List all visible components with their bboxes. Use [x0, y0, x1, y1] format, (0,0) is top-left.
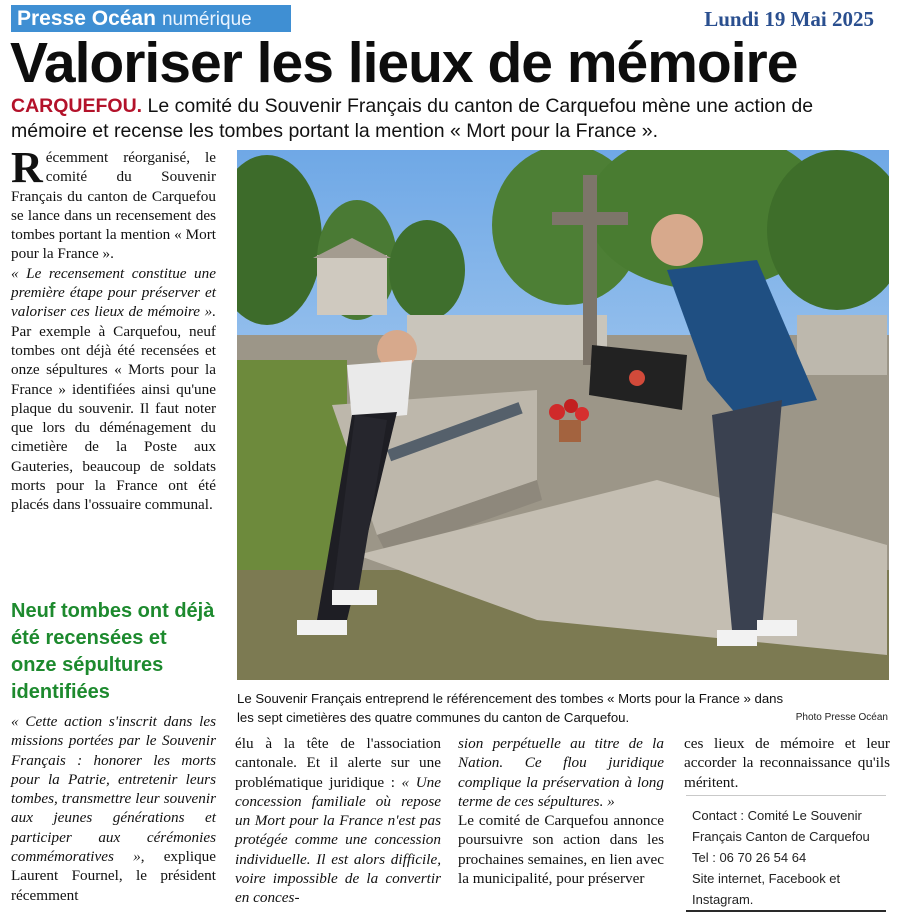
col2-text: élu à la tête de l'association cantonale. Et il alerte sur une problématique juridique : — [235, 735, 441, 791]
drop-cap: R — [11, 143, 43, 192]
cemetery-photo-illustration — [237, 150, 889, 680]
contact-phone: Tel : 06 70 26 54 64 — [692, 850, 807, 865]
lead-place: CARQUEFOU. — [11, 95, 143, 117]
photo-caption: Le Souvenir Français entreprend le référencement des tombes « Morts pour la France » dans les sept cimetières des quatre communes du canton de Carquefou. — [237, 691, 784, 725]
article-headline: Valoriser les lieux de mémoire — [10, 31, 798, 95]
col1b-quote: « Cette action s'inscrit dans les missions portées par le Souvenir Français : honorer les morts pour la Patrie, entretenir leurs tombes, transmettre leur souvenir aux jeunes générations et participer aux cérémonies commémoratives » — [11, 713, 216, 866]
col3-quote: sion perpétuelle au titre de la Nation. Ce flou juridique complique la préservation à long terme de ces sépultures. » — [458, 735, 664, 810]
article-column-4 — [684, 734, 890, 792]
article-column-3 — [458, 734, 664, 888]
article-lead — [11, 94, 891, 144]
col2-quote: « Une concession familiale où repose un Mort pour la France n'est pas protégée comme une concession individuelle. Il est alors difficile, voire impossible de la convertir en conces- — [235, 773, 441, 907]
photo-credit: Photo Presse Océan — [795, 712, 888, 723]
article-subheading: Neuf tombes ont déjà été recensées et onze sépultures identifiées — [11, 600, 215, 703]
brand-edition: numérique — [161, 9, 252, 30]
article-column-1-continued — [11, 712, 216, 905]
article-column-2 — [235, 734, 441, 908]
brand-name: Presse Océan — [17, 7, 156, 30]
brand-logo — [11, 5, 291, 32]
contact-web: Site internet, Facebook et Instagram. — [692, 871, 841, 907]
contact-bottom-rule — [686, 910, 886, 912]
contact-label: Contact : Comité Le Souvenir Français Canton de Carquefou — [692, 808, 870, 844]
col4-text: ces lieux de mémoire et leur accorder la reconnaissance qu'ils méritent. — [684, 735, 890, 791]
col3-text: Le comité de Carquefou annonce poursuivre son action dans les prochaines semaines, en lien avec la municipalité, pour préserver — [458, 812, 664, 888]
col1-paragraph-2: Par exemple à Carquefou, neuf tombes ont déjà été recensées et onze sépultures « Morts pour la France » identifiées ainsi qu'une plaque du souvenir. Il faut noter que lors du déménagement du cimetière de la Poste aux Gauteries, beaucoup de soldats morts pour la France ont été placés dans l'ossuaire communal. — [11, 322, 216, 514]
contact-divider — [686, 795, 886, 796]
contact-box — [692, 805, 887, 910]
col1-paragraph-1: écemment réorganisé, le comité du Souvenir Français du canton de Carquefou se lance dans un recensement des tombes portant la mention « Mort pour la France ». — [11, 149, 216, 263]
publication-date: Lundi 19 Mai 2025 — [704, 7, 874, 31]
lead-text: Le comité du Souvenir Français du canton de Carquefou mène une action de mémoire et recense les tombes portant la mention « Mort pour la France ». — [11, 95, 814, 142]
col1b-text: , explique Laurent Fournel, le président récemment — [11, 848, 216, 904]
col1-quote: « Le recensement constitue une première étape pour préserver et valoriser ces lieux de mémoire ». — [11, 264, 216, 321]
article-column-1 — [11, 143, 216, 515]
article-photo — [237, 150, 889, 680]
